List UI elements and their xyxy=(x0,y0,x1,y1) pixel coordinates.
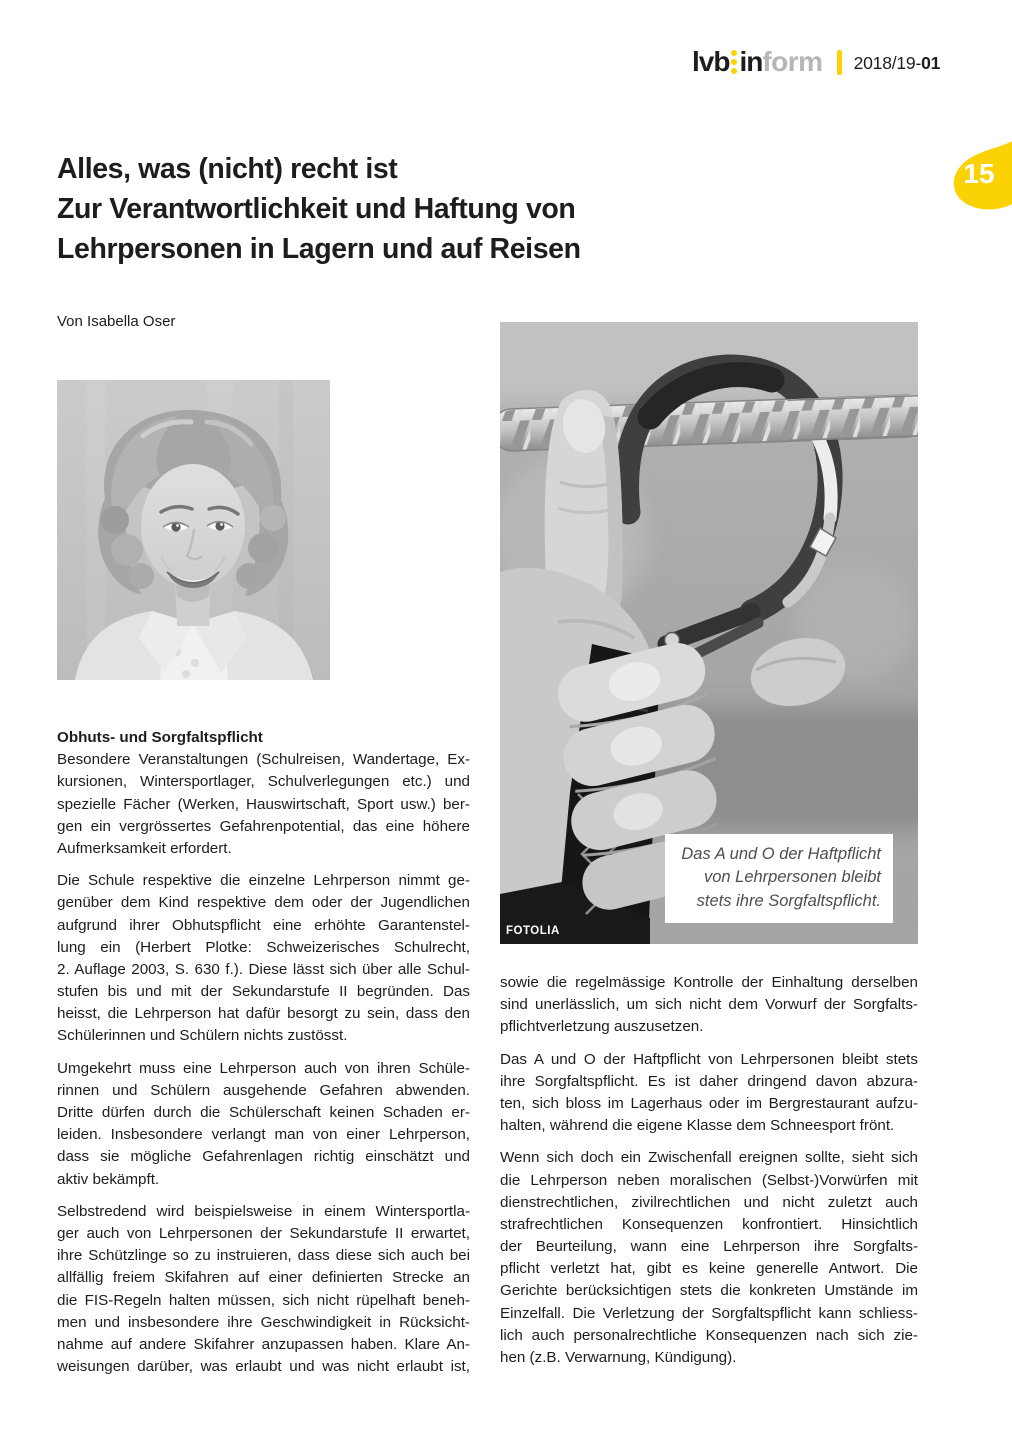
text-line: weisungen darüber, was erlaubt und was nicht erlaubt ist, xyxy=(57,1358,470,1376)
text-line: gen ein vergrössertes Gefahrenpotential, das eine höhere xyxy=(57,817,470,835)
paragraph xyxy=(57,1201,470,1379)
text-line: halten, während die eigene Klasse dem Schneesport frönt. xyxy=(500,1117,895,1135)
text-line: die Lehrperson neben moralischen (Selbst-)Vorwürfen mit xyxy=(500,1171,918,1189)
text-line: men und insbesondere ihre Geschwindigkeit in Rücksicht- xyxy=(57,1313,470,1331)
photo-caption xyxy=(665,834,893,924)
text-line: pflichtverletzung auszusetzen. xyxy=(500,1018,704,1036)
page-number-badge xyxy=(946,133,1012,218)
text-line: Schülerinnen und Schülern nichts zustösst. xyxy=(57,1027,348,1045)
paragraph xyxy=(500,972,918,1039)
text-line: Das A und O der Haftpflicht von Lehrpersonen bleibt stets xyxy=(500,1050,918,1068)
text-line: dass sie mögliche Gefahrenlagen richtig einschätzt und xyxy=(57,1148,470,1166)
text-line: Einzelfall. Die Verletzung der Sorgfaltspflicht kann schliess- xyxy=(500,1304,918,1322)
title-line: Lehrpersonen in Lagern und auf Reisen xyxy=(57,233,581,265)
logo-dots-icon xyxy=(731,50,737,74)
text-line: rinnen und Schülern ausgehende Gefahren abwenden. xyxy=(57,1081,470,1099)
title-line: Alles, was (nicht) recht ist xyxy=(57,153,398,185)
text-line: Selbstredend wird beispielsweise in einem Wintersportla- xyxy=(57,1202,470,1220)
text-line: Gerichte berücksichtigen stets die konkreten Umstände im xyxy=(500,1282,918,1300)
text-line: strafrechtlichen Konsequenzen konfrontiert. Hinsichtlich xyxy=(500,1215,918,1233)
text-line: die FIS-Regeln halten müssen, sich nicht rüpelhaft beneh- xyxy=(57,1291,470,1309)
paragraph xyxy=(57,1058,470,1191)
text-line: stufen bis und mit der Sekundarstufe II begründen. Das xyxy=(57,983,470,1001)
text-line: dienstrechtlichen, zivilrechtlichen und nicht zuletzt auch xyxy=(500,1193,918,1211)
text-line: ger auch von Lehrpersonen der Sekundarstufe II erwartet, xyxy=(57,1224,470,1242)
text-line: 2. Auflage 2003, S. 630 f.). Diese lässt sich über alle Schul- xyxy=(57,960,470,978)
text-line: leiden. Insbesondere verlangt man von einer Lehrperson, xyxy=(57,1126,470,1144)
photo-credit: FOTOLIA xyxy=(506,925,560,937)
text-line: sind unerlässlich, um sich nicht dem Vorwurf der Sorgfalts- xyxy=(500,996,918,1014)
text-line: der Beurteilung, wann eine Lehrperson ihre Sorgfalts- xyxy=(500,1238,918,1256)
article-title xyxy=(57,149,581,269)
page-number: 15 xyxy=(963,158,995,189)
text-line: kursionen, Wintersportlager, Schulverlegungen etc.) und xyxy=(57,773,470,791)
section-heading: Obhuts- und Sorgfaltspflicht xyxy=(57,729,263,746)
text-line: ihre Schützlinge so zu instruieren, dass diese sich auch bei xyxy=(57,1247,470,1265)
text-line: Umgekehrt muss eine Lehrperson auch von ihren Schüle- xyxy=(57,1059,470,1077)
text-line: Aufmerksamkeit erfordert. xyxy=(57,839,232,857)
caption-line: Das A und O der Haftpflicht xyxy=(681,844,881,863)
logo-text-lvb: lvb xyxy=(692,46,730,77)
paragraph xyxy=(57,727,470,860)
text-line: aufgrund ihrer Obhutspflicht eine erhöhte Garantenstel- xyxy=(57,916,470,934)
text-line: hen (z.B. Verwarnung, Kündigung). xyxy=(500,1349,737,1366)
text-line: ihre Sorgfaltspflicht. Es ist daher dringend davon abzura- xyxy=(500,1072,918,1090)
caption-line: von Lehrpersonen bleibt xyxy=(703,868,881,886)
text-line: Wenn sich doch ein Zwischenfall ereignen sollte, sieht sich xyxy=(500,1149,918,1167)
issue-separator-bar-icon xyxy=(837,50,842,75)
text-line: nahme auf andere Skifahrer anzupassen haben. Klare An- xyxy=(57,1335,470,1353)
body-column-left xyxy=(57,727,470,1378)
paragraph xyxy=(500,1049,918,1138)
body-column-right xyxy=(500,972,918,1369)
issue-label xyxy=(854,53,941,73)
text-line: lung ein (Herbert Plotke: Schweizerisches Schulrecht, xyxy=(57,938,470,956)
text-line: heisst, die Lehrperson hat dafür besorgt zu sein, dass den xyxy=(57,1005,470,1023)
masthead xyxy=(692,44,940,77)
text-line: aktiv bekämpft. xyxy=(57,1170,160,1188)
issue-number: 01 xyxy=(921,53,941,73)
text-line: pflicht verletzt hat, gibt es keine generelle Antwort. Die xyxy=(500,1260,918,1278)
title-line: Zur Verantwortlichkeit und Haftung von xyxy=(57,193,576,225)
text-line: sowie die regelmässige Kontrolle der Einhaltung derselben xyxy=(500,974,918,991)
paragraph xyxy=(500,1147,918,1369)
text-line: Dritte dürfen durch die Schülerschaft keinen Schaden er- xyxy=(57,1104,470,1121)
text-line: Die Schule respektive die einzelne Lehrperson nimmt ge- xyxy=(57,872,470,890)
text-line: ten, sich bloss im Lagerhaus oder im Bergrestaurant aufzu- xyxy=(500,1094,918,1112)
text-line: lich auch personalrechtliche Konsequenzen nach sich zie- xyxy=(500,1326,918,1344)
hero-photo-wrap xyxy=(500,322,918,944)
paragraph xyxy=(57,870,470,1048)
caption-line: stets ihre Sorgfaltspflicht. xyxy=(696,891,881,910)
logo-text-in: in xyxy=(739,46,763,77)
author-portrait-photo xyxy=(57,380,330,680)
issue-prefix: 2018/19- xyxy=(853,53,922,73)
text-line: spezielle Fächer (Werken, Hauswirtschaft, Sport usw.) ber- xyxy=(57,795,470,813)
logo-text-form: form xyxy=(762,46,823,77)
text-line: Besondere Veranstaltungen (Schulreisen, Wandertage, Ex- xyxy=(57,751,470,769)
byline: Von Isabella Oser xyxy=(57,313,176,330)
text-line: allfällig freiem Skifahren auf einer definierten Strecke an xyxy=(57,1269,470,1287)
text-line: genüber dem Kind respektive dem oder der Jugendlichen xyxy=(57,894,470,912)
